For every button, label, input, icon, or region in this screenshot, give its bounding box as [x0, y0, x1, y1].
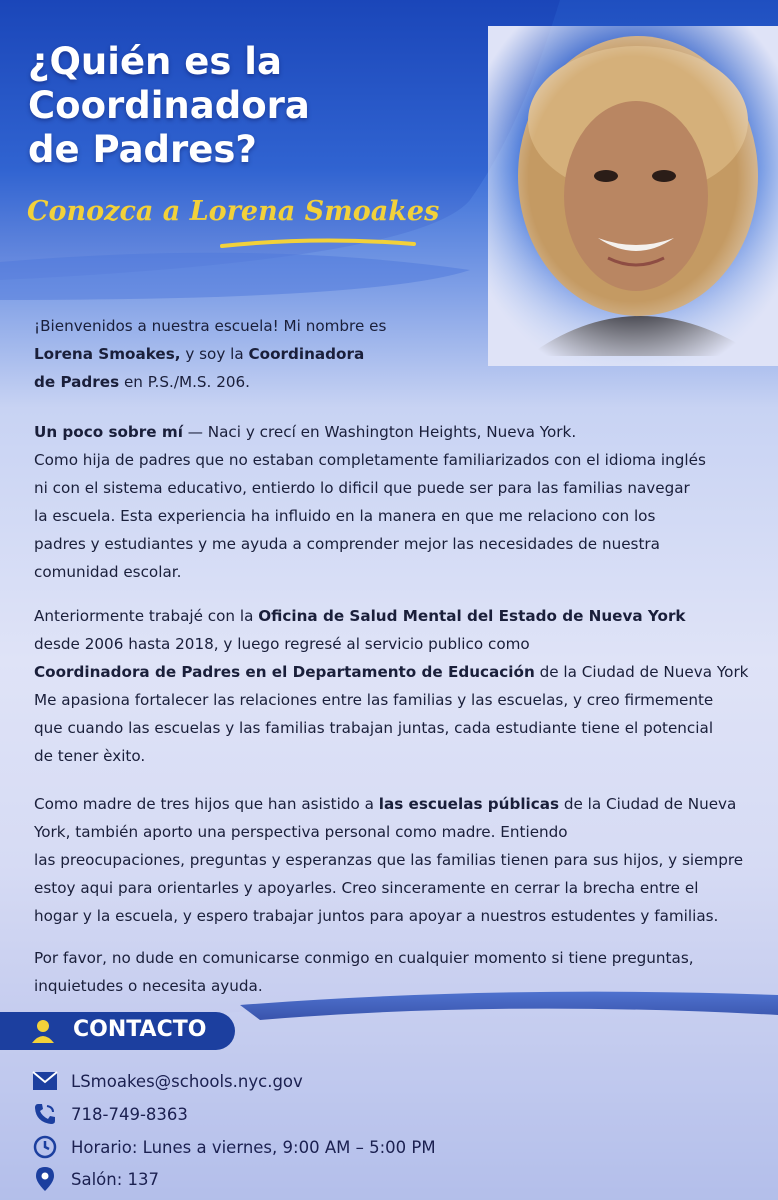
- mother-text: Como madre de tres hijos que han asistido a: [34, 795, 379, 813]
- title-line-2: Coordinadora: [28, 84, 310, 127]
- about-line: padres y estudiantes y me ayuda a comprender mejor las necesidades de nuestra: [34, 535, 660, 553]
- mother-text: de la Ciudad de Nueva: [559, 795, 737, 813]
- work-text: de tener èxito.: [34, 747, 146, 765]
- envelope-icon: [32, 1069, 58, 1093]
- location-pin-icon: [32, 1167, 58, 1191]
- subtitle: Conozca a Lorena Smoakes: [27, 196, 440, 227]
- intro-role: Coordinadora: [248, 345, 365, 363]
- about-line: la escuela. Esta experiencia ha influido en la manera en que me relaciono con los: [34, 507, 656, 525]
- closing-paragraph: [34, 944, 754, 1000]
- work-organization: Oficina de Salud Mental del Estado de Nueva York: [258, 607, 686, 625]
- mother-highlight: las escuelas públicas: [378, 795, 560, 813]
- mother-text: York, también aporto una perspectiva personal como madre. Entiendo: [34, 823, 568, 841]
- work-role: Coordinadora de Padres en el Departamento de Educación: [34, 663, 535, 681]
- closing-text: inquietudes o necesita ayuda.: [34, 977, 263, 995]
- contact-room-row: [32, 1166, 159, 1192]
- page-title: [28, 40, 310, 172]
- contact-phone-row[interactable]: [32, 1101, 188, 1127]
- mother-text: estoy aqui para orientarles y apoyarles. Creo sinceramente en cerrar la brecha entre el: [34, 879, 699, 897]
- person-icon: [30, 1018, 56, 1044]
- contact-phone[interactable]: 718-749-8363: [71, 1104, 188, 1124]
- work-text: desde 2006 hasta 2018, y luego regresé al servicio publico como: [34, 635, 530, 653]
- intro-text-3: en P.S./M.S. 206.: [119, 373, 251, 391]
- contact-room: Salón: 137: [71, 1169, 160, 1189]
- contact-hours-row: [32, 1134, 436, 1160]
- about-line: comunidad escolar.: [34, 563, 182, 581]
- intro-text-2: y soy la: [180, 345, 249, 363]
- mother-text: las preocupaciones, preguntas y esperanzas que las familias tienen para sus hijos, y siempre: [34, 851, 744, 869]
- clock-icon: [32, 1135, 58, 1159]
- work-text: Anteriormente trabajé con la: [34, 607, 259, 625]
- intro-text: ¡Bienvenidos a nuestra escuela! Mi nombre es: [34, 317, 387, 335]
- work-text: Me apasiona fortalecer las relaciones entre las familias y las escuelas, y creo firmemente: [34, 691, 714, 709]
- phone-icon: [32, 1102, 58, 1126]
- intro-role-2: de Padres: [34, 373, 120, 391]
- about-heading: Un poco sobre mí: [34, 423, 183, 441]
- contact-hours: Horario: Lunes a viernes, 9:00 AM – 5:00 PM: [71, 1137, 436, 1157]
- about-paragraph: [34, 418, 754, 586]
- work-text: de la Ciudad de Nueva York: [534, 663, 749, 681]
- title-line-3: de Padres?: [28, 128, 257, 171]
- contact-heading: CONTACTO: [73, 1017, 207, 1042]
- contact-email[interactable]: LSmoakes@schools.nyc.gov: [71, 1071, 303, 1091]
- contact-email-row[interactable]: [32, 1068, 303, 1094]
- intro-name: Lorena Smoakes,: [34, 345, 181, 363]
- about-line: ni con el sistema educativo, entierdo lo dificil que puede ser para las familias navegar: [34, 479, 690, 497]
- coordinator-portrait: [488, 26, 778, 366]
- about-line: Como hija de padres que no estaban completamente familiarizados con el idioma inglés: [34, 451, 706, 469]
- work-paragraph: [34, 602, 778, 770]
- intro-paragraph: [34, 312, 434, 396]
- work-text: que cuando las escuelas y las familias trabajan juntas, cada estudiante tiene el potencial: [34, 719, 714, 737]
- mother-paragraph: [34, 790, 764, 930]
- subtitle-underline: [218, 236, 418, 250]
- about-line: — Naci y crecí en Washington Heights, Nueva York.: [182, 423, 577, 441]
- closing-text: Por favor, no dude en comunicarse conmigo en cualquier momento si tiene preguntas,: [34, 949, 694, 967]
- mother-text: hogar y la escuela, y espero trabajar juntos para apoyar a nuestros estudentes y familias.: [34, 907, 719, 925]
- title-line-1: ¿Quién es la: [28, 40, 282, 83]
